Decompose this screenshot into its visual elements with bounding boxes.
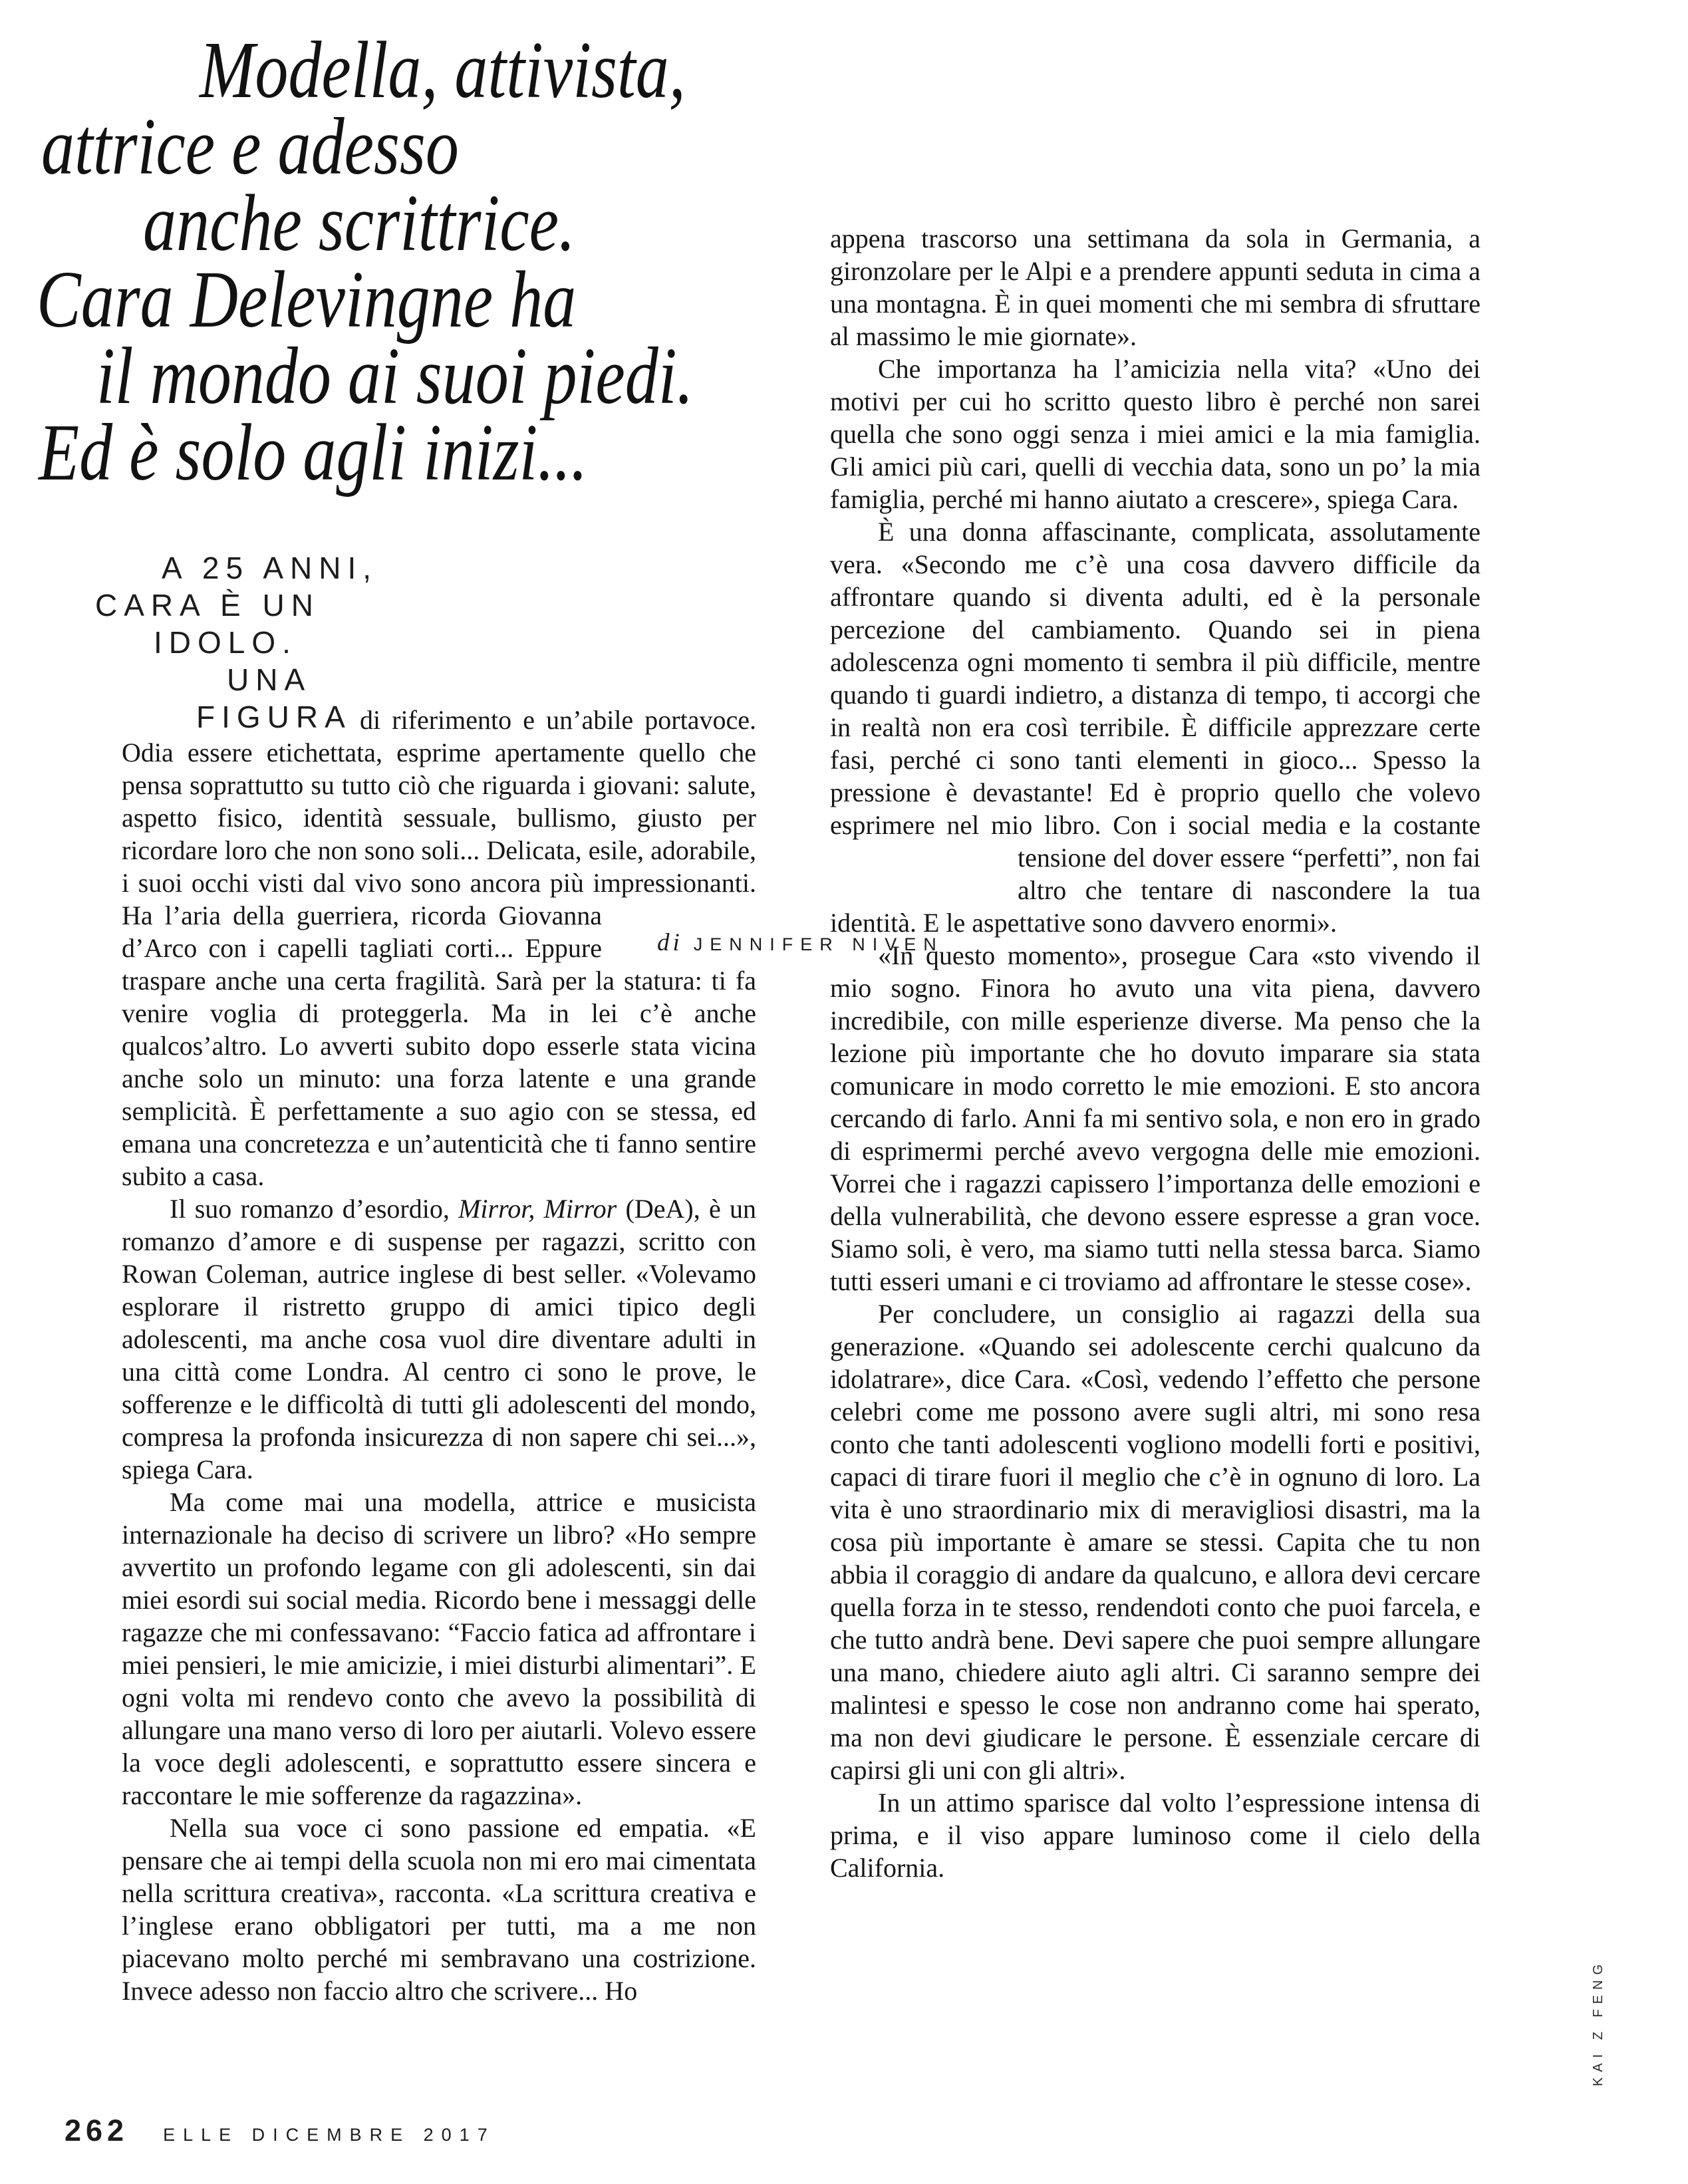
paragraph xyxy=(122,1192,756,1486)
paragraph xyxy=(122,704,756,1192)
intro-line: A 25 ANNI, xyxy=(162,551,378,585)
magazine-issue: ELLE DICEMBRE 2017 xyxy=(163,2125,495,2145)
headline-line: Cara Delevingne ha xyxy=(37,255,577,344)
page-footer xyxy=(65,2114,495,2148)
page-number: 262 xyxy=(65,2114,129,2147)
paragraph: appena trascorso una settimana da sola in Germania, a gironzolare per le Alpi e a prendere appunti seduta in cima a una montagna. È in quei momenti che mi sembra di sfruttare al massimo le mie giornate». xyxy=(830,223,1480,351)
photographer-credit: KAI Z FENG xyxy=(1591,1959,1606,2086)
headline-line: attrice e adesso xyxy=(41,102,459,192)
paragraph-text: Giovanna d’Arco con i capelli tagliati corti... Eppure traspare anche una certa fragilità. Sarà per la statura: ti fa venire voglia di proteggerla. Ma in lei c’è anche qualcos’altro. Lo avverti subito dopo esserle stata vicina anche solo un minuto: una forza latente e una grande semplicità. È perfettamente a suo agio con se stessa, ed emana una concretezza e un’autenticità che ti fanno sentire subito a casa. xyxy=(122,900,756,1191)
paragraph: Per concludere, un consiglio ai ragazzi della sua generazione. «Quando sei adolescente cerchi qualcuno da idolatrare», dice Cara. «Così, vedendo l’effetto che persone celebri come me possono avere sugli altri, mi sono resa conto che tanti adolescenti vogliono modelli forti e positivi, capaci di tirare fuori il meglio che c’è in ognuno di loro. La vita è uno straordinario mix di meravigliosi disastri, ma la cosa più importante è amare se stessi. Capita che tu non abbia il coraggio di andare da qualcuno, e allora devi cercare quella forza in te stesso, rendendoti conto che puoi farcela, e che tutto andrà bene. Devi sapere che puoi sempre allungare una mano, chiedere aiuto agli altri. Ci saranno sempre dei malintesi e spesso le cose non andranno come hai sperato, ma non devi giudicare le persone. È essenziale cercare di capirsi gli uni con gli altri». xyxy=(830,1299,1480,1785)
headline-line: Ed è solo agli inizi... xyxy=(39,408,588,497)
paragraph xyxy=(830,515,1480,939)
byline-author: JENNIFER NIVEN xyxy=(693,934,944,954)
paragraph: In un attimo sparisce dal volto l’espressione intensa di prima, e il viso appare luminoso come il cielo della California. xyxy=(830,1788,1480,1883)
paragraph: Nella sua voce ci sono passione ed empatia. «E pensare che ai tempi della scuola non mi ero mai cimentata nella scrittura creativa», racconta. «La scrittura creativa e l’inglese erano obbligatori per tutti, ma a me non piacevano molto perché mi sembravano una costrizione. Invece adesso non faccio altro che scrivere... Ho xyxy=(122,1813,756,2006)
intro-wrap-spacer xyxy=(122,704,360,736)
intro-line: FIGURA xyxy=(196,700,352,734)
headline-line: Modella, attivista, xyxy=(200,25,686,115)
paragraph: «In questo momento», prosegue Cara «sto vivendo il mio sogno. Finora ho avuto una vita piena, davvero incredibile, con mille esperienze diverse. Ma penso che la lezione più importante che ho dovuto imparare sia stata comunicare in modo corretto le mie emozioni. E sto ancora cercando di farlo. Anni fa mi sentivo sola, e non ero in grado di esprimermi perché avevo vergogna delle mie emozioni. Vorrei che i ragazzi capissero l’importanza delle emozioni e della vulnerabilità, che devono essere espresse a gran voce. Siamo soli, è vero, ma siamo tutti nella stessa barca. Siamo tutti esseri umani e ci troviamo ad affrontare le stesse cose». xyxy=(830,940,1480,1296)
headline-line: anche scrittrice. xyxy=(143,178,576,268)
paragraph: Ma come mai una modella, attrice e musicista internazionale ha deciso di scrivere un libro? «Ho sempre avvertito un profondo legame con gli adolescenti, sin dai miei esordi sui social media. Ricordo bene i messaggi delle ragazze che mi confessavano: “Faccio fatica ad affrontare i miei pensieri, le mie amicizie, i miei disturbi alimentari”. E ogni volta mi rendevo conto che avevo la possibilità di allungare una mano verso di loro per aiutarli. Volevo essere la voce degli adolescenti, e soprattutto essere sincera e raccontare le mie sofferenze da ragazzina». xyxy=(122,1487,756,1810)
intro-line: CARA È UN xyxy=(95,588,320,622)
paragraph-text: È una donna affascinante, complicata, assolutamente vera. «Secondo me c’è una cosa davvero difficile da affrontare quando si diventa adulti, ed è la personale percezione del cambiamento. Quando sei in piena adolescenza ogni momento ti sembra il più difficile, mentre quando ti guardi indietro, a distanza di tempo, ti accorgi che in realtà non era così terribile. È difficile apprezzare certe fasi, perché ci sono tanti elementi in gioco... Spesso la pressione è devastante! Ed è proprio quello che volevo esprimere nel mio libro. Con i social media e la costante tensione del dover essere “perfetti”, xyxy=(830,517,1480,873)
article-column-left xyxy=(122,704,756,2007)
headline xyxy=(0,25,865,497)
article-column-right xyxy=(830,222,1480,1884)
headline-line: il mondo ai suoi piedi. xyxy=(96,331,694,421)
book-title: Mirror, Mirror xyxy=(458,1194,617,1224)
intro-line: IDOLO. xyxy=(154,625,297,660)
paragraph-text: di riferimento e un’abile portavoce. Odia essere etichettata, esprime apertamente quello che pensa soprattutto su tutto ciò che riguarda i giovani: salute, aspetto fisico, identità sessuale, bullismo, giusto per ricordare loro che non sono soli... Delicata, esile, adorabile, i suoi occhi visti dal vivo sono ancora più impressionanti. Ha l’aria della guerriera, ricorda xyxy=(122,705,756,930)
byline-wrap-spacer xyxy=(602,899,756,964)
byline-prefix: di xyxy=(657,929,683,956)
intro-line: UNA xyxy=(227,662,312,697)
paragraph: Che importanza ha l’amicizia nella vita? «Uno dei motivi per cui ho scritto questo libro è perché non sarei quella che sono oggi senza i miei amici e la mia famiglia. Gli amici più cari, quelli di vecchia data, sono un po’ la mia famiglia, perché mi hanno aiutato a crescere», spiega Cara. xyxy=(830,354,1480,514)
paragraph-text: non fai altro che tentare di nascondere la tua identità. E le aspettative sono davvero enormi». xyxy=(830,843,1481,938)
paragraph-text: (DeA), è un romanzo d’amore e di suspense per ragazzi, scritto con Rowan Coleman, autrice inglese di best seller. «Volevamo esplorare il ristretto gruppo di amici tipico degli adolescenti, ma anche cosa vuol dire diventare adulti in una città come Londra. Al centro ci sono le prove, le sofferenze e le difficoltà di tutti gli adolescenti del mondo, compresa la profonda insicurezza di non sapere chi sei...», spiega Cara. xyxy=(122,1194,756,1484)
byline-wrap-spacer xyxy=(830,841,1018,906)
paragraph-text: Il suo romanzo d’esordio, xyxy=(170,1194,459,1224)
